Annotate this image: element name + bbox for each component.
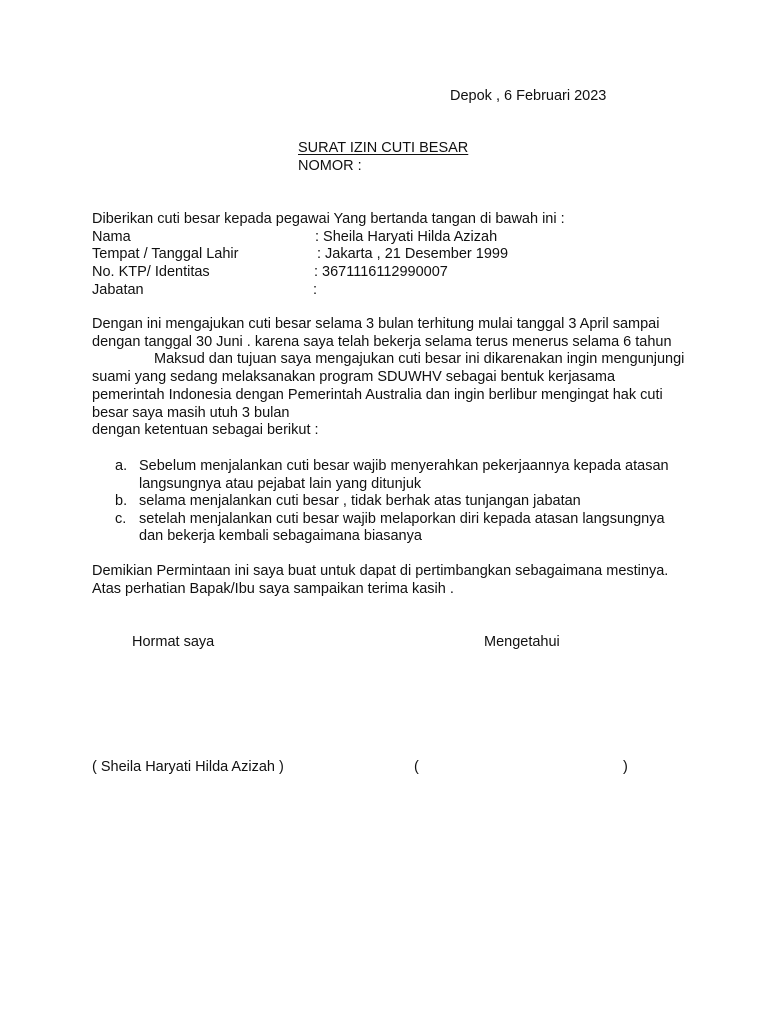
paragraph-line: dengan ketentuan sebagai berikut : bbox=[92, 422, 319, 439]
condition-text: Sebelum menjalankan cuti besar wajib menyerahkan pekerjaannya kepada atasan bbox=[139, 458, 669, 474]
list-marker: a. bbox=[115, 458, 128, 474]
conditions-list bbox=[115, 458, 669, 546]
request-paragraph bbox=[92, 316, 692, 440]
field-value-position: : bbox=[313, 282, 318, 298]
signoff-right: Mengetahui bbox=[484, 634, 560, 650]
approver-name-close: ) bbox=[623, 759, 628, 775]
list-marker: c. bbox=[115, 510, 127, 527]
paragraph-line: pemerintah Indonesia dengan Pemerintah Australia dan ingin berlibur mengingat hak cuti bbox=[92, 386, 663, 403]
field-value-id: : 3671116112990007 bbox=[314, 264, 448, 280]
paragraph-line: suami yang sedang melaksanakan program SDUWHV sebagai bentuk kerjasama bbox=[92, 369, 616, 386]
condition-item bbox=[115, 493, 669, 511]
paragraph-line: Maksud dan tujuan saya mengajukan cuti besar ini dikarenakan ingin mengunjungi bbox=[154, 351, 685, 368]
condition-text: setelah menjalankan cuti besar wajib melaporkan diri kepada atasan langsungnya bbox=[139, 510, 665, 527]
field-value-name: : Sheila Haryati Hilda Azizah bbox=[315, 229, 498, 245]
paragraph-line: dengan tanggal 30 Juni . karena saya telah bekerja selama terus menerus selama 6 tahun bbox=[92, 333, 672, 350]
field-label-birth: Tempat / Tanggal Lahir bbox=[92, 246, 239, 262]
condition-text: dan bekerja kembali sebagaimana biasanya bbox=[139, 528, 422, 544]
condition-text: selama menjalankan cuti besar , tidak berhak atas tunjangan jabatan bbox=[139, 493, 581, 509]
closing-paragraph bbox=[92, 563, 668, 598]
condition-item bbox=[115, 511, 669, 546]
field-label-id: No. KTP/ Identitas bbox=[92, 264, 210, 280]
field-label-position: Jabatan bbox=[92, 282, 144, 298]
signer-name: ( Sheila Haryati Hilda Azizah ) bbox=[92, 759, 284, 775]
signoff-left: Hormat saya bbox=[132, 634, 215, 650]
condition-text: langsungnya atau pejabat lain yang ditunjuk bbox=[139, 475, 422, 492]
field-label-name: Nama bbox=[92, 229, 131, 245]
letter-title: SURAT IZIN CUTI BESAR bbox=[298, 140, 469, 156]
condition-item bbox=[115, 458, 669, 493]
paragraph-line: Dengan ini mengajukan cuti besar selama 3 bulan terhitung mulai tanggal 3 April sampai bbox=[92, 316, 660, 332]
approver-name-open: ( bbox=[414, 759, 419, 775]
letter-number: NOMOR : bbox=[298, 158, 362, 174]
list-marker: b. bbox=[115, 493, 128, 509]
paragraph-line: besar saya masih utuh 3 bulan bbox=[92, 404, 290, 421]
intro-sentence: Diberikan cuti besar kepada pegawai Yang bertanda tangan di bawah ini : bbox=[92, 211, 565, 227]
place-date: Depok , 6 Februari 2023 bbox=[450, 88, 607, 104]
field-value-birth: : Jakarta , 21 Desember 1999 bbox=[317, 246, 509, 262]
closing-line: Demikian Permintaan ini saya buat untuk dapat di pertimbangkan sebagaimana mestinya. bbox=[92, 563, 669, 579]
closing-line: Atas perhatian Bapak/Ibu saya sampaikan terima kasih . bbox=[92, 580, 454, 597]
